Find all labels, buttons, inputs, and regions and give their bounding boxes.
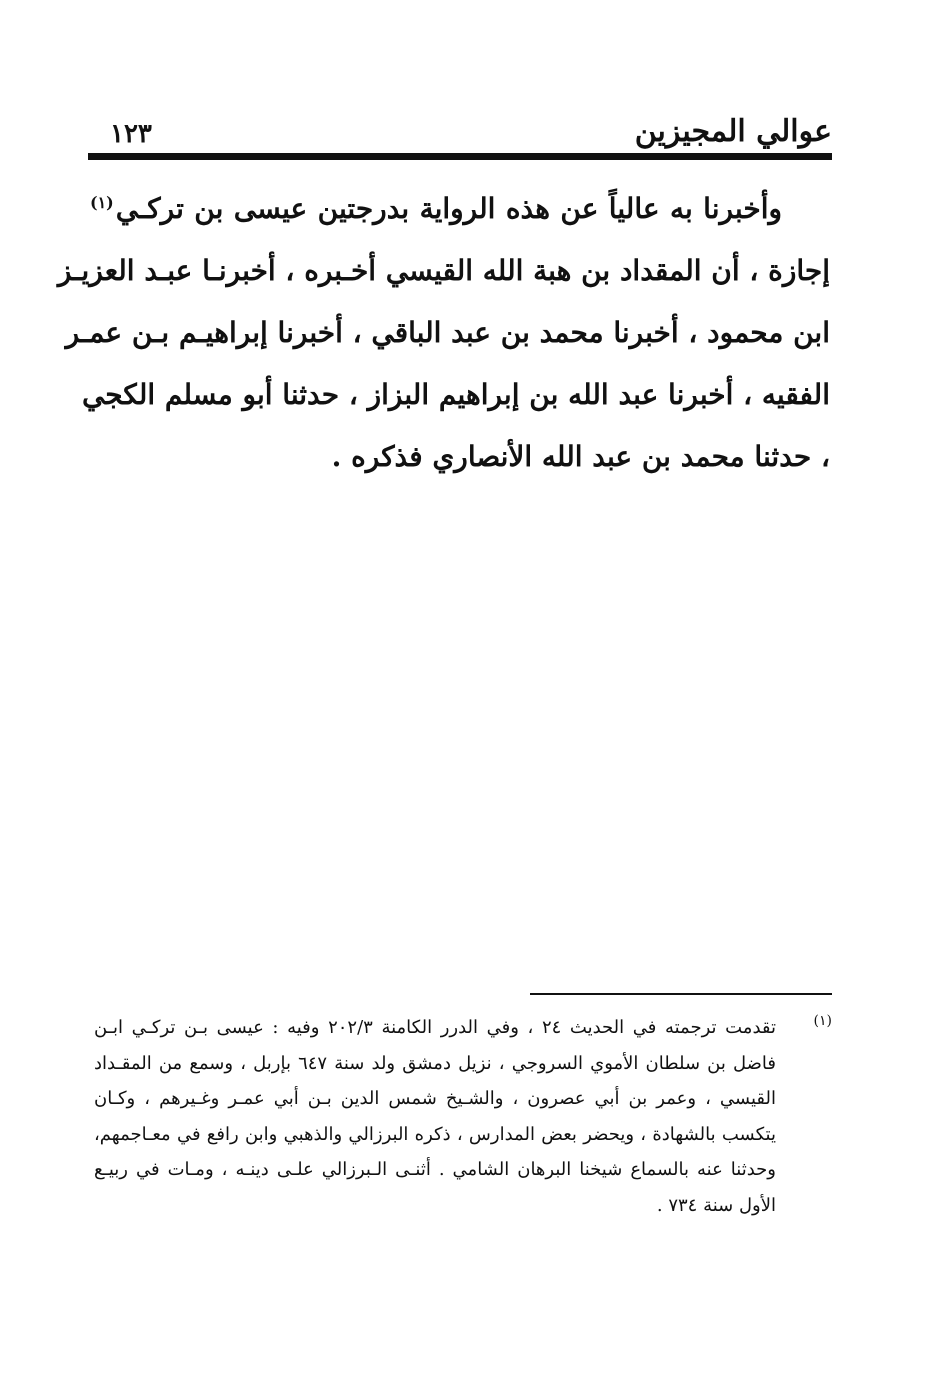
footnote-marker: (١) <box>813 1013 832 1029</box>
main-line-3: ابن محمود ، أخبرنا محمد بن عبد الباقي ، أخبرنا إبراهيـم بـن عمـر <box>65 316 830 349</box>
main-line-1-text: وأخبرنا به عالياً عن هذه الرواية بدرجتين عيسى بن تركـي <box>115 192 782 225</box>
main-line-2: إجازة ، أن المقداد بن هبة الله القيسي أخـبره ، أخبرنـا عبـد العزيـز <box>57 254 830 287</box>
main-line-4: الفقيه ، أخبرنا عبد الله بن إبراهيم البزاز ، حدثنا أبو مسلم الكجي <box>81 378 830 411</box>
running-title: عوالي المجيزين <box>634 114 832 149</box>
footnote-reference: (١) <box>90 192 114 212</box>
main-paragraph <box>57 178 830 488</box>
footnote-line-6: الأول سنة ٧٣٤ . <box>656 1194 776 1216</box>
footnote-line-4: يتكسب بالشهادة ، ويحضر بعض المدارس ، ذكره البرزالي والذهبي وابن رافع في معـاجمهم، <box>94 1123 776 1145</box>
page-number: ١٢٣ <box>110 119 152 149</box>
footnote-line-2: فاضل بن سلطان الأموي السروجي ، نزيل دمشق ولد سنة ٦٤٧ بإربل ، وسمع من المقـداد <box>94 1052 776 1074</box>
footnote-line-5: وحدثنا عنه بالسماع شيخنا البرهان الشامي . أثنـى الـبرزالي علـى دينـه ، ومـات في ربيـع <box>94 1159 776 1180</box>
header-rule <box>88 153 832 160</box>
footnote-separator <box>530 993 832 995</box>
footnote-line-3: القيسي ، وعمر بن أبي عصرون ، والشـيخ شمس الدين بـن أبي عمـر وغـيرهم ، وكـان <box>94 1088 776 1109</box>
main-line-5: ، حدثنا محمد بن عبد الله الأنصاري فذكره . <box>331 440 830 473</box>
footnote-line-1: تقدمت ترجمته في الحديث ٢٤ ، وفي الدرر الكامنة ٢٠٢/٣ وفيه : عيسى بـن تركـي ابـن <box>94 1017 777 1038</box>
main-line-1 <box>90 178 830 240</box>
footnote-body <box>94 1010 776 1223</box>
